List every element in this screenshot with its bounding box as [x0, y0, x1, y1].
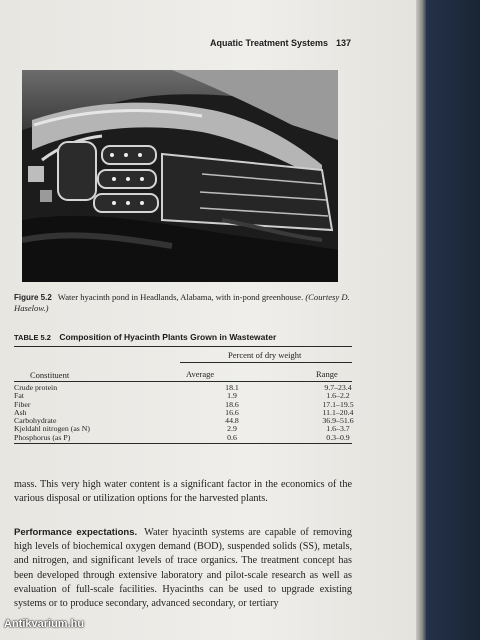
cell-constituent: Fiber: [14, 399, 31, 409]
cell-constituent: Carbohydrate: [14, 416, 57, 426]
figure-caption-text: Water hyacinth pond in Headlands, Alabama, with in-pond greenhouse.: [57, 292, 304, 302]
page-number: 137: [336, 38, 352, 48]
section-title: Aquatic Treatment Systems: [210, 38, 329, 48]
table-header-rule: [14, 381, 352, 382]
cell-average: 44.8: [225, 416, 239, 426]
cell-average: 18.6: [225, 399, 239, 409]
cell-average: 18.1: [225, 383, 239, 392]
figure-caption: [14, 292, 354, 314]
body-paragraph-2: [14, 526, 352, 611]
table-spanner-header: Percent of dry weight: [228, 350, 302, 360]
figure-photo: [22, 70, 338, 282]
table-row: [14, 434, 354, 442]
cell-range: 1.6–3.7: [326, 424, 350, 434]
cell-range: 17.1–19.5: [322, 399, 354, 409]
table-bottom-rule: [14, 443, 352, 444]
table-col-constituent: Constituent: [30, 370, 70, 380]
cell-range: 11.1–20.4: [322, 407, 354, 417]
page-edge: [416, 0, 426, 640]
cell-range: 9.7–23.4: [324, 383, 352, 392]
paragraph-heading: Performance expectations.: [14, 527, 138, 538]
cell-constituent: Fat: [14, 391, 24, 401]
body-paragraph-1: mass. This very high water content is a significant factor in the economics of the various disposal or utilization options for the harvested plants.: [14, 479, 352, 505]
cell-average: 16.6: [225, 407, 239, 417]
table-title-text: Composition of Hyacinth Plants Grown in Wastewater: [59, 332, 277, 342]
table-spanner-rule: [180, 362, 352, 363]
cell-average: 1.9: [227, 391, 237, 401]
aerial-pond-photo: [22, 70, 338, 282]
table-body: [14, 384, 354, 442]
book-cover: [426, 0, 480, 640]
cell-constituent: Ash: [14, 407, 27, 417]
cell-average: 0.6: [227, 432, 237, 442]
cell-range: 1.6–2.2: [326, 391, 350, 401]
cell-constituent: Kjeldahl nitrogen (as N): [14, 424, 90, 434]
running-head: [210, 38, 350, 48]
table-top-rule: [14, 346, 352, 347]
table-row: [14, 409, 354, 417]
watermark: Antikvarium.hu: [4, 618, 85, 630]
cell-range: 36.9–51.6: [322, 416, 354, 426]
cell-range: 0.3–0.9: [326, 432, 350, 442]
table-row: [14, 401, 354, 409]
paragraph-text: Water hyacinth systems are capable of removing high levels of biochemical oxygen demand (BOD), suspended solids (SS), metals, and nitrogen, and significant levels of trace organics. The treatment concept has been developed through extensive laboratory and pilot-scale research as well as evaluation of full-scale facilities. Hyacinths can be used to upgrade existing systems or to produce secondary, advanced secondary, or tertiary: [14, 527, 352, 610]
table-title: [14, 332, 359, 342]
cell-constituent: Phosphorus (as P): [14, 432, 71, 442]
table-number: TABLE 5.2: [14, 333, 51, 342]
figure-credit: (Courtesy D. Haselow.): [14, 292, 350, 313]
cell-average: 2.9: [227, 424, 237, 434]
table-col-average: Average: [186, 369, 215, 379]
table-row: [14, 392, 354, 400]
cell-constituent: Crude protein: [14, 383, 58, 392]
table-col-range: Range: [316, 369, 338, 379]
figure-label: Figure 5.2: [14, 293, 52, 302]
table-row: [14, 384, 354, 392]
